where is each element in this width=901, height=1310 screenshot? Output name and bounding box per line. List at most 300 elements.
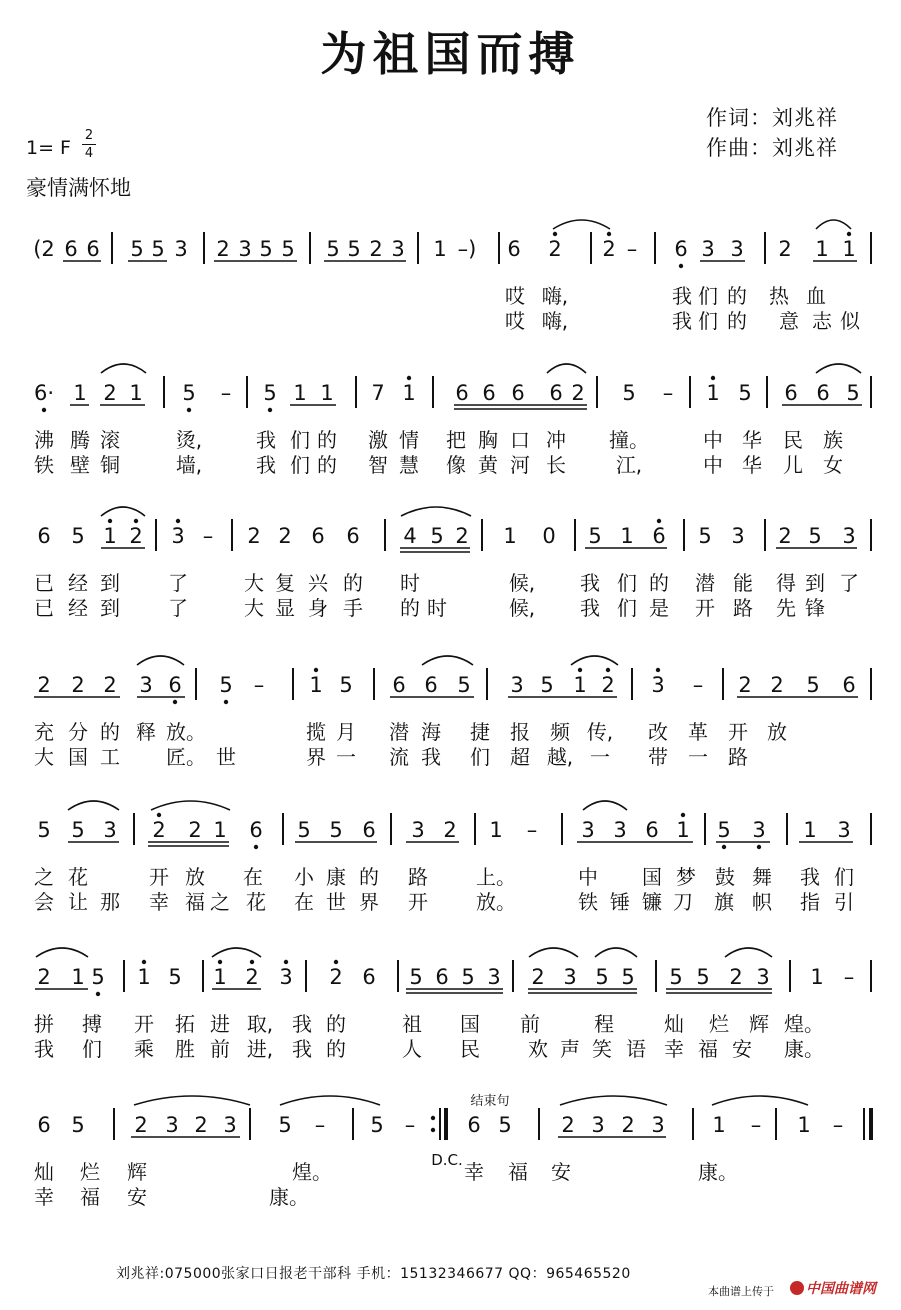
lyric-syllable: 志: [812, 309, 832, 333]
note-numeral: 2: [71, 673, 85, 697]
note-numeral: 5: [806, 673, 820, 697]
time-bottom: 4: [84, 146, 94, 161]
note-numeral: 2: [37, 673, 51, 697]
lyric-syllable: 黄: [478, 453, 498, 477]
lyric-syllable: 们: [834, 865, 854, 889]
lyric-syllable: 们: [290, 453, 310, 477]
note-numeral: 0: [542, 524, 556, 548]
note-numeral: 5: [498, 1113, 512, 1137]
lyric-syllable: 显: [275, 596, 295, 620]
note-numeral: 2: [602, 237, 616, 261]
lyric-syllable: 锤: [610, 890, 630, 914]
note-numeral: 2: [621, 1113, 635, 1137]
note-numeral: 2: [738, 673, 752, 697]
lyric-syllable: 族: [823, 428, 843, 452]
note-numeral: 1: [712, 1113, 726, 1137]
note-numeral: 5: [219, 673, 233, 697]
note-numeral: 1: [213, 818, 227, 842]
octave-high-dot: [606, 668, 610, 672]
lyric-syllable: 幸: [664, 1037, 684, 1061]
octave-low-dot: [679, 264, 683, 268]
octave-high-dot: [142, 960, 146, 964]
lyric-syllable: 的: [100, 720, 120, 744]
note-numeral: 1: [213, 965, 227, 989]
lyric-syllable: 辉: [127, 1160, 147, 1184]
lyric-syllable: 的: [326, 1012, 346, 1036]
lyric-syllable: 流: [389, 745, 409, 769]
key-signature: 1= F: [26, 137, 71, 159]
note-numeral: 6: [784, 381, 798, 405]
note-numeral: –: [202, 524, 214, 548]
note-numeral: 5: [91, 965, 105, 989]
note-numeral: 1: [620, 524, 634, 548]
note-numeral: 1: [810, 965, 824, 989]
lyric-syllable: 超: [510, 745, 530, 769]
lyric-syllable: 刀: [673, 890, 693, 914]
note-numeral: 5: [263, 381, 277, 405]
lyric-syllable: 一: [590, 745, 610, 769]
note-numeral: 2: [561, 1113, 575, 1137]
tie-slur: [280, 1096, 380, 1105]
note-numeral: 6: [482, 381, 496, 405]
lyric-syllable: 放: [185, 865, 205, 889]
note-numeral: 6: [816, 381, 830, 405]
lyric-syllable: 之: [34, 865, 54, 889]
lyric-syllable: 的: [326, 1037, 346, 1061]
lyric-syllable: 烫,: [175, 428, 203, 452]
lyric-syllable: 开: [728, 720, 748, 744]
note-numeral: 2: [531, 965, 545, 989]
lyric-syllable: 国: [642, 865, 662, 889]
lyric-syllable: 前: [520, 1012, 540, 1036]
lyric-syllable: 手: [343, 596, 363, 620]
note-numeral: 1: [320, 381, 334, 405]
lyric-syllable: 墙,: [175, 453, 203, 477]
lyric-syllable: 口: [510, 428, 530, 452]
lyric-syllable: 福: [508, 1160, 528, 1184]
note-numeral: 1: [73, 381, 87, 405]
lyric-syllable: 像: [446, 453, 466, 477]
lyric-syllable: 到: [100, 571, 120, 595]
lyric-syllable: 是: [649, 596, 669, 620]
lyric-syllable: 路: [728, 745, 748, 769]
lyric-syllable: 大: [244, 571, 264, 595]
note-numeral: 3: [171, 524, 185, 548]
site-logo-text: 中国曲谱网: [806, 1281, 876, 1297]
lyric-syllable: 海: [421, 720, 441, 744]
note-numeral: 3: [731, 524, 745, 548]
note-numeral: 5: [278, 1113, 292, 1137]
tie-slur: [101, 507, 145, 516]
octave-high-dot: [218, 960, 222, 964]
lyric-syllable: 江,: [615, 453, 643, 477]
note-numeral: 5: [595, 965, 609, 989]
note-numeral: 5: [808, 524, 822, 548]
note-numeral: –: [832, 1113, 844, 1137]
lyric-syllable: 先: [776, 596, 796, 620]
lyric-syllable: 了: [168, 596, 188, 620]
lyric-syllable: 长: [546, 453, 566, 477]
note-numeral: 3: [279, 965, 293, 989]
note-numeral: 5: [457, 673, 471, 697]
lyric-syllable: 的: [317, 428, 337, 452]
octave-high-dot: [176, 519, 180, 523]
tie-slur: [712, 1096, 808, 1105]
note-numeral: 6: [392, 673, 406, 697]
lyric-syllable: 传,: [586, 720, 614, 744]
note-numeral: 2: [188, 818, 202, 842]
octave-high-dot: [847, 232, 851, 236]
lyric-syllable: 铁: [34, 453, 54, 477]
octave-low-dot: [42, 408, 46, 412]
lyric-syllable: 辉: [749, 1012, 769, 1036]
lyric-syllable: 一: [336, 745, 356, 769]
note-numeral: 5: [326, 237, 340, 261]
note-numeral: 2: [443, 818, 457, 842]
tie-slur: [725, 948, 772, 957]
octave-high-dot: [656, 668, 660, 672]
note-numeral: 6: [362, 965, 376, 989]
octave-high-dot: [134, 519, 138, 523]
note-numeral: 5: [622, 381, 636, 405]
note-numeral: –: [750, 1113, 762, 1137]
lyric-syllable: 胸: [478, 428, 498, 452]
lyric-syllable: 得: [776, 571, 796, 595]
note-numeral: 1: [706, 381, 720, 405]
site-logo-icon: [790, 1281, 804, 1295]
lyric-syllable: 安: [551, 1160, 571, 1184]
lyric-syllable: 梦: [676, 865, 696, 889]
lyric-syllable: 似: [840, 309, 860, 333]
lyric-syllable: 上。: [476, 865, 516, 889]
lyric-syllable: 搏: [82, 1012, 102, 1036]
upload-note: 本曲谱上传于: [708, 1285, 774, 1298]
note-numeral: 2: [247, 524, 261, 548]
note-numeral: 2: [194, 1113, 208, 1137]
note-numeral: 5: [329, 818, 343, 842]
note-numeral: 6: [467, 1113, 481, 1137]
lyric-syllable: 开: [134, 1012, 154, 1036]
song-title: 为祖国而搏: [320, 27, 581, 81]
lyric-syllable: 笑: [592, 1037, 612, 1061]
lyric-syllable: 康。: [784, 1037, 824, 1061]
tie-slur: [816, 220, 851, 229]
lyric-syllable: 开: [408, 890, 428, 914]
lyric-syllable: 把: [446, 428, 466, 452]
lyric-syllable: 意: [779, 309, 799, 333]
lyric-syllable: 们: [698, 309, 718, 333]
lyric-syllable: 们: [470, 745, 490, 769]
note-numeral: 5: [696, 965, 710, 989]
octave-high-dot: [157, 813, 161, 817]
note-numeral: 2: [571, 381, 585, 405]
tie-slur: [68, 801, 119, 810]
lyric-syllable: 拼: [34, 1012, 54, 1036]
lyric-syllable: 让: [68, 890, 88, 914]
repeat-dot: [431, 1128, 435, 1132]
note-numeral: 1: [137, 965, 151, 989]
lyric-syllable: 语: [626, 1037, 646, 1061]
lyric-syllable: 福: [185, 890, 205, 914]
lyric-syllable: 小: [294, 865, 314, 889]
note-numeral: 3: [411, 818, 425, 842]
lyric-syllable: 充: [34, 720, 54, 744]
lyric-syllable: 世: [216, 745, 236, 769]
note-numeral: 3: [223, 1113, 237, 1137]
note-numeral: 5: [71, 818, 85, 842]
note-numeral: 6: [455, 381, 469, 405]
note-numeral: 2: [329, 965, 343, 989]
note-numeral: 2: [778, 237, 792, 261]
note-numeral: 1: [573, 673, 587, 697]
note-numeral: 5: [281, 237, 295, 261]
note-numeral: –: [404, 1113, 416, 1137]
note-numeral: 5: [347, 237, 361, 261]
note-numeral: 5: [738, 381, 752, 405]
lyric-syllable: 福: [698, 1037, 718, 1061]
tie-slur: [529, 948, 578, 957]
tie-slur: [151, 801, 230, 810]
note-numeral: 6: [645, 818, 659, 842]
lyric-syllable: 候,: [508, 571, 536, 595]
lyric-syllable: 儿: [783, 453, 803, 477]
note-numeral: 1: [503, 524, 517, 548]
octave-high-dot: [681, 813, 685, 817]
lyric-syllable: 我: [292, 1037, 312, 1061]
lyric-syllable: 民: [460, 1037, 480, 1061]
lyric-syllable: 花: [246, 890, 266, 914]
lyric-syllable: 那: [100, 890, 120, 914]
octave-low-dot: [268, 408, 272, 412]
lyric-syllable: 我: [256, 453, 276, 477]
note-numeral: 5: [717, 818, 731, 842]
lyric-syllable: 花: [68, 865, 88, 889]
tie-slur: [595, 948, 637, 957]
note-numeral: 1: [103, 524, 117, 548]
octave-high-dot: [657, 519, 661, 523]
note-numeral: 6: [842, 673, 856, 697]
lyric-syllable: 潜: [389, 720, 409, 744]
note-numeral: 1: [815, 237, 829, 261]
note-numeral: 3: [651, 1113, 665, 1137]
lyric-syllable: 烂: [709, 1012, 729, 1036]
dc-label: D.C.: [431, 1151, 463, 1169]
note-numeral: 5: [339, 673, 353, 697]
note-numeral: 2: [37, 965, 51, 989]
note-numeral: 2: [152, 818, 166, 842]
note-numeral: 5: [71, 524, 85, 548]
lyric-syllable: 乘: [134, 1037, 154, 1061]
lyric-syllable: 舞: [752, 865, 772, 889]
lyric-syllable: 帜: [752, 890, 772, 914]
lyric-syllable: 能: [733, 571, 753, 595]
note-numeral: 1: [489, 818, 503, 842]
lyric-syllable: 的: [400, 596, 420, 620]
note-numeral: 2: [245, 965, 259, 989]
note-numeral: 6: [549, 381, 563, 405]
lyric-syllable: 民: [783, 428, 803, 452]
lyric-syllable: 们: [82, 1037, 102, 1061]
footer-contact: 刘兆祥:075000张家口日报老干部科 手机：15132346677 QQ：965465520: [116, 1266, 631, 1282]
lyric-syllable: 福: [80, 1185, 100, 1209]
lyric-syllable: 安: [127, 1185, 147, 1209]
octave-low-dot: [187, 408, 191, 412]
lyric-syllable: 路: [408, 865, 428, 889]
lyric-syllable: 们: [698, 284, 718, 308]
lyric-syllable: 开: [149, 865, 169, 889]
note-numeral: 2: [129, 524, 143, 548]
lyric-syllable: 我: [256, 428, 276, 452]
lyric-syllable: 女: [823, 453, 843, 477]
lyric-syllable: 胜: [175, 1037, 195, 1061]
lyric-syllable: 幸: [34, 1185, 54, 1209]
note-numeral: 2: [369, 237, 383, 261]
note-numeral: 6: [362, 818, 376, 842]
lyric-syllable: 时: [427, 596, 447, 620]
lyric-syllable: 月: [336, 720, 356, 744]
tie-slur: [401, 507, 471, 516]
note-numeral: 3: [756, 965, 770, 989]
octave-high-dot: [314, 668, 318, 672]
lyric-syllable: 哎: [505, 284, 525, 308]
lyric-syllable: 烂: [80, 1160, 100, 1184]
note-numeral: –: [662, 381, 674, 405]
lyric-syllable: 经: [68, 596, 88, 620]
note-numeral: 2: [601, 673, 615, 697]
lyric-syllable: 幸: [149, 890, 169, 914]
lyric-syllable: 我: [800, 865, 820, 889]
lyric-syllable: 们: [617, 571, 637, 595]
lyric-syllable: 幸: [464, 1160, 484, 1184]
octave-high-dot: [284, 960, 288, 964]
note-numeral: 3: [174, 237, 188, 261]
octave-high-dot: [334, 960, 338, 964]
lyric-syllable: 在: [294, 890, 314, 914]
note-numeral: 3: [238, 237, 252, 261]
lyric-syllable: 我: [292, 1012, 312, 1036]
lyric-syllable: 进: [210, 1012, 230, 1036]
lyric-syllable: 身: [308, 596, 328, 620]
note-numeral: 2: [778, 524, 792, 548]
lyric-syllable: 经: [68, 571, 88, 595]
note-numeral: 1: [402, 381, 416, 405]
lyric-syllable: 华: [742, 453, 762, 477]
tempo-marking: 豪情满怀地: [26, 176, 131, 200]
note-numeral: –: [314, 1113, 326, 1137]
note-numeral: 2: [455, 524, 469, 548]
note-numeral: 3: [837, 818, 851, 842]
lyric-syllable: 大: [244, 596, 264, 620]
octave-low-dot: [173, 700, 177, 704]
tie-slur: [547, 364, 586, 373]
note-numeral: 1: [803, 818, 817, 842]
lyric-syllable: 中: [578, 865, 598, 889]
lyric-syllable: 了: [168, 571, 188, 595]
tie-slur: [36, 948, 88, 957]
lyric-syllable: 康。: [698, 1160, 738, 1184]
note-numeral: 1: [842, 237, 856, 261]
lyric-syllable: 灿: [664, 1012, 684, 1036]
note-numeral: 6: [511, 381, 525, 405]
lyric-syllable: 我: [580, 596, 600, 620]
lyric-syllable: 路: [733, 596, 753, 620]
lyric-syllable: 的: [317, 453, 337, 477]
lyric-syllable: 已: [34, 571, 54, 595]
lyric-syllable: 声: [560, 1037, 580, 1061]
note-numeral: 5: [130, 237, 144, 261]
note-numeral: 1: [676, 818, 690, 842]
lyric-syllable: 的: [727, 309, 747, 333]
lyric-syllable: 腾: [70, 428, 90, 452]
lyric-syllable: 们: [617, 596, 637, 620]
note-numeral: 3: [581, 818, 595, 842]
lyric-syllable: 河: [510, 453, 530, 477]
note-numeral: –: [626, 237, 638, 261]
note-numeral: 5: [409, 965, 423, 989]
lyric-syllable: 程: [594, 1012, 614, 1036]
lyric-syllable: 煌。: [292, 1160, 332, 1184]
note-numeral: 6: [64, 237, 78, 261]
lyric-syllable: 的: [649, 571, 669, 595]
note-numeral: 5: [621, 965, 635, 989]
lyric-syllable: 潜: [695, 571, 715, 595]
lyric-syllable: 铁: [578, 890, 598, 914]
note-numeral: 3: [651, 673, 665, 697]
octave-low-dot: [722, 845, 726, 849]
note-numeral: –): [457, 237, 477, 261]
note-numeral: 3: [563, 965, 577, 989]
lyric-syllable: 会: [34, 890, 54, 914]
lyric-syllable: 嗨,: [541, 284, 569, 308]
lyric-syllable: 康。: [269, 1185, 309, 1209]
note-numeral: 3: [391, 237, 405, 261]
note-numeral: –: [692, 673, 704, 697]
octave-high-dot: [250, 960, 254, 964]
note-numeral: 5: [37, 818, 51, 842]
note-numeral: 3: [165, 1113, 179, 1137]
note-numeral: 5: [461, 965, 475, 989]
tie-slur: [101, 364, 146, 373]
note-numeral: (2: [33, 237, 55, 261]
lyric-syllable: 欢: [528, 1037, 548, 1061]
lyric-syllable: 中: [703, 453, 723, 477]
note-numeral: 6: [435, 965, 449, 989]
note-numeral: 2: [278, 524, 292, 548]
octave-high-dot: [578, 668, 582, 672]
octave-high-dot: [108, 519, 112, 523]
ending-label: 结束句: [470, 1094, 510, 1109]
lyric-syllable: 开: [695, 596, 715, 620]
note-numeral: 6: [507, 237, 521, 261]
note-numeral: 3: [842, 524, 856, 548]
lyric-syllable: 我: [421, 745, 441, 769]
note-numeral: –: [253, 673, 265, 697]
tie-slur: [134, 1096, 250, 1105]
lyric-syllable: 滚: [100, 428, 120, 452]
composer-credit: 作曲：刘兆祥: [706, 136, 838, 160]
octave-high-dot: [607, 232, 611, 236]
lyric-syllable: 康: [326, 865, 346, 889]
octave-low-dot: [96, 992, 100, 996]
lyric-syllable: 灿: [34, 1160, 54, 1184]
note-numeral: 2: [729, 965, 743, 989]
lyric-syllable: 界: [306, 745, 326, 769]
note-numeral: 1: [71, 965, 85, 989]
note-numeral: 5: [669, 965, 683, 989]
tie-slur: [553, 220, 610, 229]
note-numeral: 4: [403, 524, 417, 548]
lyric-syllable: 报: [510, 720, 530, 744]
